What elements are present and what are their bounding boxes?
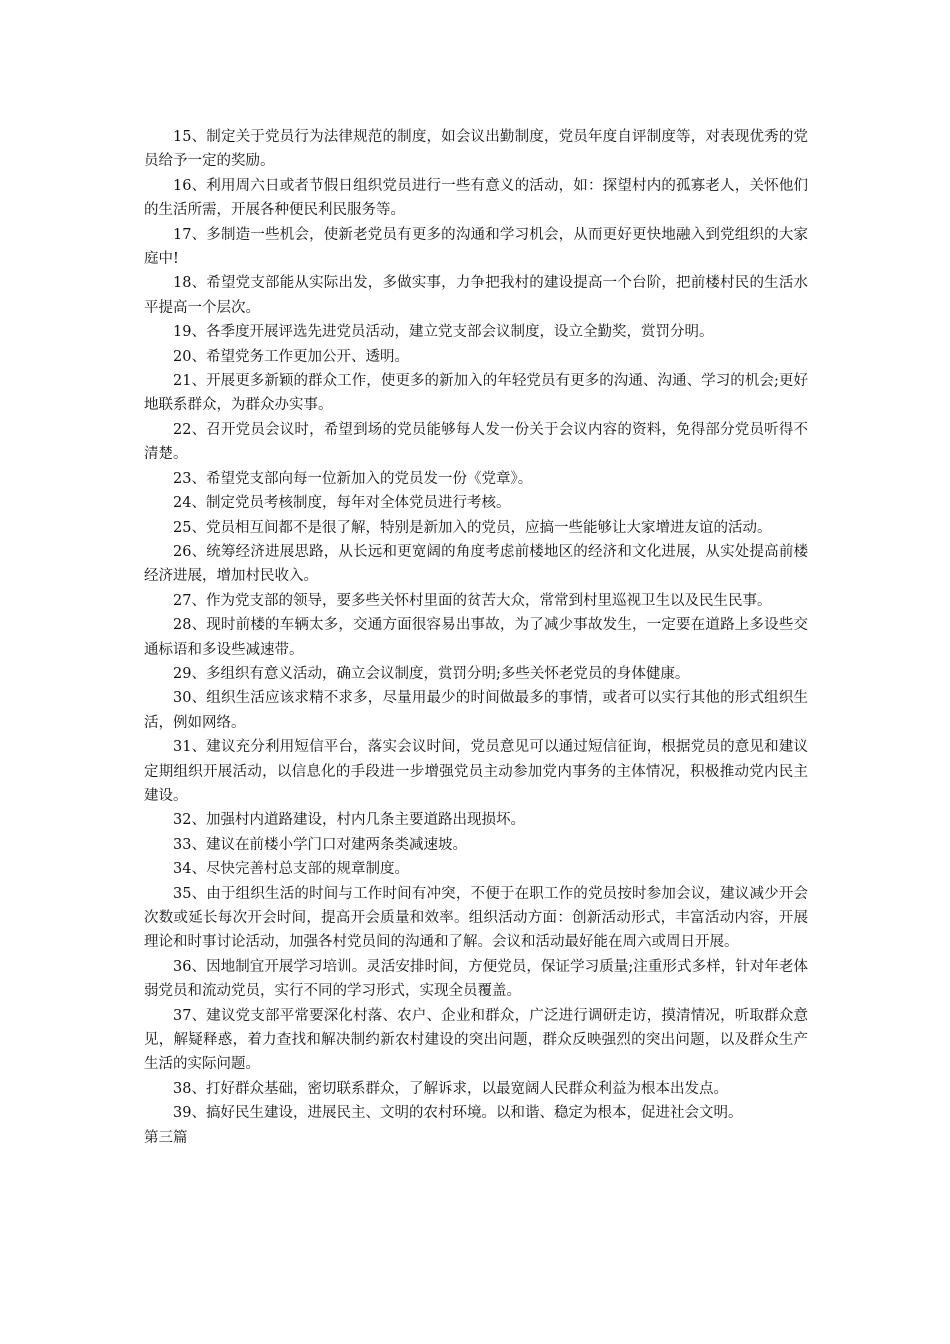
paragraph: 35、由于组织生活的时间与工作时间有冲突，不便于在职工作的党员按时参加会议，建议减少开会次数或延长每次开会时间，提高开会质量和效率。组织活动方面：创新活动形式，丰富活动内容，开展理论和时事讨论活动，加强各村党员间的沟通和了解。会议和活动最好能在周六或周日开展。 <box>144 885 808 951</box>
paragraph: 17、多制造一些机会，使新老党员有更多的沟通和学习机会，从而更好更快地融入到党组织的大家庭中! <box>144 226 808 268</box>
paragraph: 31、建议充分利用短信平台，落实会议时间，党员意见可以通过短信征询，根据党员的意见和建议定期组织开展活动，以信息化的手段进一步增强党员主动参加党内事务的主体情况，积极推动党内民主建设。 <box>144 739 808 804</box>
paragraph: 30、组织生活应该求精不求多，尽量用最少的时间做最多的事情，或者可以实行其他的形式组织生活，例如网络。 <box>144 690 808 731</box>
paragraph: 36、因地制宜开展学习培训。灵活安排时间，方便党员，保证学习质量;注重形式多样，针对年老体弱党员和流动党员，实行不同的学习形式，实现全员覆盖。 <box>144 958 808 1000</box>
paragraph: 27、作为党支部的领导，要多些关怀村里面的贫苦大众，常常到村里巡视卫生以及民生民事。 <box>173 592 772 609</box>
paragraph: 25、党员相互间都不是很了解，特别是新加入的党员，应搞一些能够让大家增进友谊的活动。 <box>173 519 772 536</box>
paragraph: 22、召开党员会议时，希望到场的党员能够每人发一份关于会议内容的资料，免得部分党员听得不清楚。 <box>144 421 808 463</box>
paragraph: 39、搞好民生建设，进展民主、文明的农村环境。以和谐、稳定为根本，促进社会文明。 <box>173 1105 743 1122</box>
paragraph: 15、制定关于党员行为法律规范的制度，如会议出勤制度，党员年度自评制度等，对表现优秀的党员给予一定的奖励。 <box>144 129 808 170</box>
paragraph: 23、希望党支部向每一位新加入的党员发一份《党章》。 <box>173 470 533 487</box>
paragraph: 38、打好群众基础，密切联系群众，了解诉求，以最宽阔人民群众利益为根本出发点。 <box>173 1080 728 1097</box>
paragraph: 19、各季度开展评选先进党员活动，建立党支部会议制度，设立全勤奖，赏罚分明。 <box>173 324 714 341</box>
paragraph: 32、加强村内道路建设，村内几条主要道路出现损坏。 <box>173 812 525 829</box>
document-page <box>144 125 808 1150</box>
paragraph: 33、建议在前楼小学门口对建两条类减速坡。 <box>173 836 467 853</box>
paragraph: 20、希望党务工作更加公开、透明。 <box>173 348 409 365</box>
paragraph: 28、现时前楼的车辆太多，交通方面很容易出事故，为了减少事故发生，一定要在道路上多设些交通标语和多设些减速带。 <box>144 617 808 658</box>
section-heading: 第三篇 <box>144 1129 188 1146</box>
paragraph: 29、多组织有意义活动，确立会议制度，赏罚分明;多些关怀老党员的身体健康。 <box>173 665 690 682</box>
paragraph: 21、开展更多新颖的群众工作，使更多的新加入的年轻党员有更多的沟通、沟通、学习的机会;更好地联系群众，为群众办实事。 <box>144 373 808 414</box>
paragraph-list <box>144 125 808 1126</box>
paragraph: 34、尽快完善村总支部的规章制度。 <box>173 861 409 878</box>
paragraph: 26、统筹经济进展思路，从长远和更宽阔的角度考虑前楼地区的经济和文化进展，从实处提高前楼经济进展，增加村民收入。 <box>144 543 808 585</box>
paragraph: 18、希望党支部能从实际出发，多做实事，力争把我村的建设提高一个台阶，把前楼村民的生活水平提高一个层次。 <box>144 275 808 316</box>
paragraph: 37、建议党支部平常要深化村落、农户、企业和群众，广泛进行调研走访，摸清情况，听取群众意见，解疑释惑，着力查找和解决制约新农村建设的突出问题，群众反映强烈的突出问题，以及群众生产生活的实际问题。 <box>144 1007 808 1073</box>
paragraph: 24、制定党员考核制度，每年对全体党员进行考核。 <box>173 495 511 512</box>
paragraph: 16、利用周六日或者节假日组织党员进行一些有意义的活动，如：探望村内的孤寡老人，关怀他们的生活所需，开展各种便民利民服务等。 <box>144 177 808 219</box>
